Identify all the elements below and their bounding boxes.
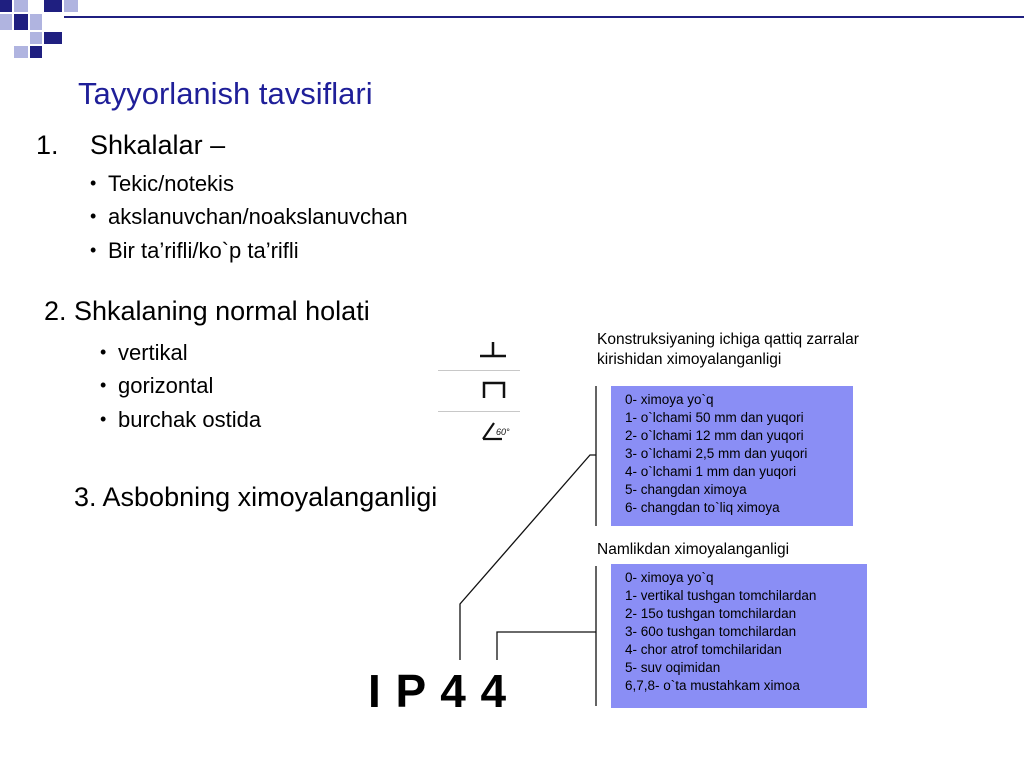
section-1-text: Shkalalar – [90,130,226,160]
moisture-item: 4- chor atrof tomchilaridan [625,642,782,657]
ip-code: I P 4 4 [368,665,508,717]
solids-caption-line: kirishidan ximoyalanganligi [597,351,782,368]
section-2-bullet: • burchak ostida [100,407,261,433]
slide-title: Tayyorlanish tavsiflari [78,76,373,111]
moisture-item: 2- 15o tushgan tomchilardan [625,606,797,621]
section-3-heading: 3. Asbobning ximoyalanganligi [74,482,438,512]
solids-item: 1- o`lchami 50 mm dan yuqori [625,410,804,425]
moisture-item: 6,7,8- o`ta mustahkam ximoa [625,678,800,693]
solids-item: 5- changdan ximoya [625,482,747,497]
section-1-bullet: • Tekic/notekis [90,171,234,197]
moisture-caption: Namlikdan ximoyalanganligi [597,541,790,558]
section-2-bullet: • vertikal [100,340,188,366]
solids-item: 6- changdan to`liq ximoya [625,500,780,515]
moisture-item: 0- ximoya yo`q [625,570,714,585]
section-2-heading: 2. Shkalaning normal holati [44,296,370,326]
solids-item: 4- o`lchami 1 mm dan yuqori [625,464,797,479]
moisture-item: 5- suv oqimidan [625,660,721,675]
section-1-bullet: • akslanuvchan/noakslanuvchan [90,204,408,230]
connector-first-digit [460,455,596,660]
moisture-item: 1- vertikal tushgan tomchilardan [625,588,817,603]
section-2-bullet: • gorizontal [100,373,213,399]
moisture-item: 3- 60o tushgan tomchilardan [625,624,797,639]
solids-caption-line: Konstruksiyaning ichiga qattiq zarralar [597,331,859,348]
angle-label: 60° [496,427,510,437]
solids-item: 0- ximoya yo`q [625,392,714,407]
solids-item: 2- o`lchami 12 mm dan yuqori [625,428,804,443]
solids-item: 3- o`lchami 2,5 mm dan yuqori [625,446,808,461]
section-1-number: 1. [36,130,59,160]
section-1-bullet: • Bir ta’rifli/ko`p ta’rifli [90,238,299,264]
connector-second-digit [497,632,596,660]
